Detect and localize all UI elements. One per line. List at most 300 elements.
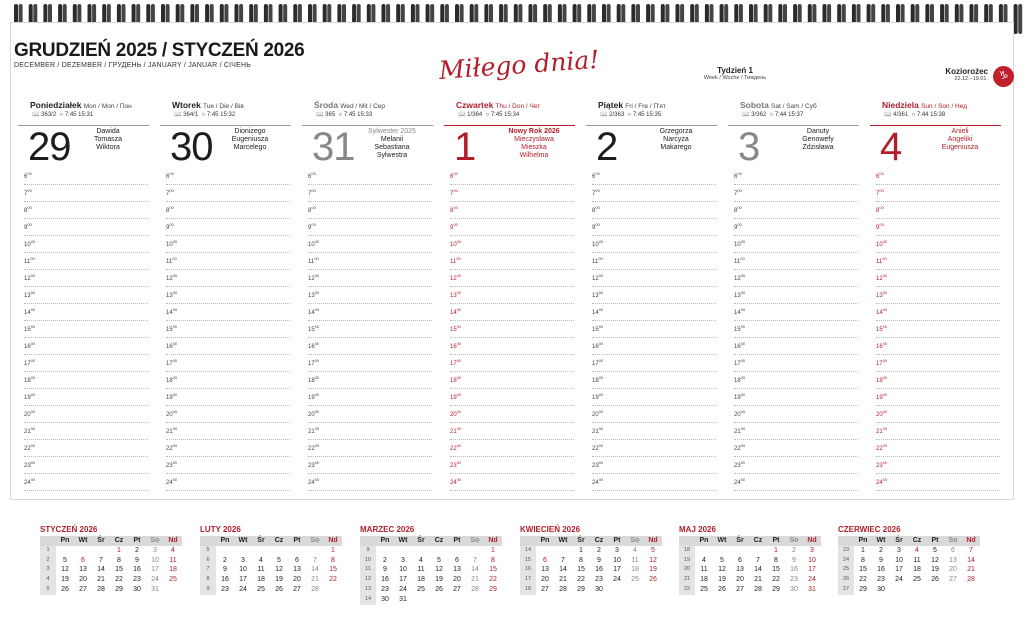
hour-line[interactable] [734, 440, 858, 457]
calendar-day[interactable]: 18 [631, 566, 639, 574]
hour-line[interactable] [166, 440, 290, 457]
hour-line[interactable] [876, 355, 1000, 372]
calendar-day[interactable]: 24 [399, 585, 407, 593]
calendar-day[interactable]: 1 [774, 546, 778, 554]
hour-line[interactable] [592, 270, 716, 287]
calendar-day[interactable]: 11 [700, 566, 708, 574]
calendar-day[interactable]: 17 [613, 566, 621, 574]
hour-line[interactable] [734, 202, 858, 219]
hour-line[interactable] [450, 338, 574, 355]
hour-line[interactable] [24, 185, 148, 202]
hour-line[interactable] [592, 253, 716, 270]
calendar-day[interactable]: 8 [774, 556, 778, 564]
calendar-day[interactable]: 6 [295, 556, 299, 564]
calendar-day[interactable]: 19 [649, 566, 657, 574]
calendar-day[interactable]: 19 [61, 576, 69, 584]
calendar-day[interactable]: 10 [808, 556, 816, 564]
calendar-day[interactable]: 6 [543, 556, 547, 564]
hour-line[interactable] [24, 287, 148, 304]
calendar-day[interactable]: 8 [579, 556, 583, 564]
calendar-day[interactable]: 1 [491, 546, 495, 554]
calendar-day[interactable]: 14 [559, 566, 567, 574]
hour-line[interactable] [24, 321, 148, 338]
calendar-day[interactable]: 7 [756, 556, 760, 564]
hour-line[interactable] [24, 253, 148, 270]
hour-line[interactable] [24, 406, 148, 423]
hour-line[interactable] [308, 236, 432, 253]
calendar-day[interactable]: 18 [169, 566, 177, 574]
calendar-day[interactable]: 6 [81, 556, 85, 564]
calendar-day[interactable]: 22 [772, 576, 780, 584]
calendar-day[interactable]: 25 [417, 585, 425, 593]
calendar-day[interactable]: 13 [293, 566, 301, 574]
hour-line[interactable] [734, 168, 858, 185]
hour-line[interactable] [450, 253, 574, 270]
calendar-day[interactable]: 12 [718, 566, 726, 574]
calendar-day[interactable]: 11 [417, 566, 425, 574]
hour-line[interactable] [592, 219, 716, 236]
calendar-day[interactable]: 22 [329, 576, 337, 584]
hour-line[interactable] [450, 202, 574, 219]
calendar-day[interactable]: 23 [595, 576, 603, 584]
hour-line[interactable] [166, 253, 290, 270]
hour-line[interactable] [734, 270, 858, 287]
calendar-day[interactable]: 27 [453, 585, 461, 593]
calendar-day[interactable]: 27 [949, 576, 957, 584]
hour-line[interactable] [876, 338, 1000, 355]
calendar-day[interactable]: 15 [772, 566, 780, 574]
calendar-day[interactable]: 21 [559, 576, 567, 584]
calendar-day[interactable]: 19 [931, 566, 939, 574]
hour-line[interactable] [450, 389, 574, 406]
calendar-day[interactable]: 29 [115, 585, 123, 593]
calendar-day[interactable]: 8 [861, 556, 865, 564]
calendar-day[interactable]: 24 [613, 576, 621, 584]
calendar-day[interactable]: 4 [171, 546, 175, 554]
calendar-day[interactable]: 31 [808, 585, 816, 593]
calendar-day[interactable]: 11 [913, 556, 921, 564]
hour-line[interactable] [876, 185, 1000, 202]
calendar-day[interactable]: 10 [151, 556, 159, 564]
calendar-day[interactable]: 7 [473, 556, 477, 564]
hour-line[interactable] [592, 168, 716, 185]
hour-line[interactable] [450, 219, 574, 236]
calendar-day[interactable]: 28 [967, 576, 975, 584]
calendar-day[interactable]: 7 [561, 556, 565, 564]
calendar-day[interactable]: 30 [790, 585, 798, 593]
calendar-day[interactable]: 12 [435, 566, 443, 574]
calendar-day[interactable]: 22 [489, 576, 497, 584]
hour-line[interactable] [166, 389, 290, 406]
hour-line[interactable] [24, 168, 148, 185]
hour-line[interactable] [308, 406, 432, 423]
calendar-day[interactable]: 9 [597, 556, 601, 564]
calendar-day[interactable]: 9 [792, 556, 796, 564]
calendar-day[interactable]: 17 [239, 576, 247, 584]
calendar-day[interactable]: 2 [879, 546, 883, 554]
calendar-day[interactable]: 17 [399, 576, 407, 584]
calendar-day[interactable]: 1 [117, 546, 121, 554]
hour-line[interactable] [592, 185, 716, 202]
calendar-day[interactable]: 5 [277, 556, 281, 564]
calendar-day[interactable]: 2 [597, 546, 601, 554]
calendar-day[interactable]: 5 [651, 546, 655, 554]
hour-line[interactable] [166, 168, 290, 185]
calendar-day[interactable]: 13 [79, 566, 87, 574]
hour-line[interactable] [592, 406, 716, 423]
hour-line[interactable] [734, 338, 858, 355]
calendar-day[interactable]: 6 [455, 556, 459, 564]
calendar-day[interactable]: 10 [613, 556, 621, 564]
hour-line[interactable] [592, 338, 716, 355]
hour-line[interactable] [308, 185, 432, 202]
calendar-day[interactable]: 18 [257, 576, 265, 584]
hour-line[interactable] [734, 372, 858, 389]
calendar-day[interactable]: 16 [595, 566, 603, 574]
calendar-day[interactable]: 26 [435, 585, 443, 593]
calendar-day[interactable]: 15 [115, 566, 123, 574]
calendar-day[interactable]: 30 [877, 585, 885, 593]
hour-line[interactable] [734, 287, 858, 304]
calendar-day[interactable]: 3 [615, 546, 619, 554]
hour-line[interactable] [734, 389, 858, 406]
hour-line[interactable] [592, 389, 716, 406]
hour-line[interactable] [308, 270, 432, 287]
calendar-day[interactable]: 3 [241, 556, 245, 564]
hour-line[interactable] [734, 474, 858, 491]
calendar-day[interactable]: 11 [169, 556, 177, 564]
hour-line[interactable] [876, 457, 1000, 474]
calendar-day[interactable]: 16 [381, 576, 389, 584]
calendar-day[interactable]: 2 [383, 556, 387, 564]
hour-line[interactable] [734, 423, 858, 440]
hour-line[interactable] [166, 304, 290, 321]
calendar-day[interactable]: 23 [133, 576, 141, 584]
hour-line[interactable] [592, 440, 716, 457]
hour-line[interactable] [166, 287, 290, 304]
calendar-day[interactable]: 16 [790, 566, 798, 574]
hour-line[interactable] [876, 270, 1000, 287]
calendar-day[interactable]: 27 [541, 585, 549, 593]
hour-line[interactable] [592, 423, 716, 440]
hour-line[interactable] [166, 474, 290, 491]
calendar-day[interactable]: 5 [720, 556, 724, 564]
hour-line[interactable] [450, 406, 574, 423]
hour-line[interactable] [450, 236, 574, 253]
calendar-day[interactable]: 17 [895, 566, 903, 574]
hour-line[interactable] [24, 474, 148, 491]
calendar-day[interactable]: 25 [169, 576, 177, 584]
calendar-day[interactable]: 26 [649, 576, 657, 584]
calendar-day[interactable]: 14 [471, 566, 479, 574]
hour-line[interactable] [308, 304, 432, 321]
hour-line[interactable] [592, 474, 716, 491]
calendar-day[interactable]: 28 [754, 585, 762, 593]
hour-line[interactable] [24, 355, 148, 372]
hour-line[interactable] [166, 338, 290, 355]
hour-line[interactable] [450, 321, 574, 338]
calendar-day[interactable]: 15 [859, 566, 867, 574]
hour-line[interactable] [308, 338, 432, 355]
hour-line[interactable] [876, 321, 1000, 338]
calendar-day[interactable]: 29 [577, 585, 585, 593]
calendar-day[interactable]: 12 [61, 566, 69, 574]
calendar-day[interactable]: 12 [931, 556, 939, 564]
hour-line[interactable] [24, 304, 148, 321]
calendar-day[interactable]: 28 [559, 585, 567, 593]
hour-line[interactable] [450, 304, 574, 321]
hour-line[interactable] [308, 389, 432, 406]
calendar-day[interactable]: 24 [808, 576, 816, 584]
hour-line[interactable] [450, 270, 574, 287]
calendar-day[interactable]: 30 [595, 585, 603, 593]
calendar-day[interactable]: 28 [97, 585, 105, 593]
calendar-day[interactable]: 4 [259, 556, 263, 564]
calendar-day[interactable]: 20 [949, 566, 957, 574]
hour-line[interactable] [308, 168, 432, 185]
hour-line[interactable] [876, 236, 1000, 253]
hour-line[interactable] [876, 372, 1000, 389]
calendar-day[interactable]: 15 [577, 566, 585, 574]
hour-line[interactable] [308, 423, 432, 440]
calendar-day[interactable]: 1 [331, 546, 335, 554]
calendar-day[interactable]: 10 [239, 566, 247, 574]
hour-line[interactable] [166, 202, 290, 219]
calendar-day[interactable]: 21 [471, 576, 479, 584]
calendar-day[interactable]: 10 [895, 556, 903, 564]
calendar-day[interactable]: 11 [257, 566, 265, 574]
calendar-day[interactable]: 26 [275, 585, 283, 593]
calendar-day[interactable]: 24 [895, 576, 903, 584]
hour-line[interactable] [734, 236, 858, 253]
hour-line[interactable] [166, 423, 290, 440]
calendar-day[interactable]: 28 [471, 585, 479, 593]
calendar-day[interactable]: 24 [151, 576, 159, 584]
calendar-day[interactable]: 16 [877, 566, 885, 574]
hour-line[interactable] [308, 321, 432, 338]
hour-line[interactable] [734, 457, 858, 474]
calendar-day[interactable]: 9 [135, 556, 139, 564]
calendar-day[interactable]: 29 [772, 585, 780, 593]
hour-line[interactable] [592, 321, 716, 338]
hour-line[interactable] [308, 287, 432, 304]
hour-line[interactable] [734, 185, 858, 202]
hour-line[interactable] [592, 202, 716, 219]
calendar-day[interactable]: 21 [754, 576, 762, 584]
hour-line[interactable] [592, 287, 716, 304]
calendar-day[interactable]: 27 [736, 585, 744, 593]
calendar-day[interactable]: 7 [969, 546, 973, 554]
calendar-day[interactable]: 23 [381, 585, 389, 593]
calendar-day[interactable]: 20 [79, 576, 87, 584]
calendar-day[interactable]: 4 [419, 556, 423, 564]
calendar-day[interactable]: 6 [951, 546, 955, 554]
hour-line[interactable] [450, 457, 574, 474]
calendar-day[interactable]: 1 [861, 546, 865, 554]
calendar-day[interactable]: 14 [97, 566, 105, 574]
calendar-day[interactable]: 3 [810, 546, 814, 554]
hour-line[interactable] [166, 219, 290, 236]
hour-line[interactable] [24, 236, 148, 253]
calendar-day[interactable]: 20 [293, 576, 301, 584]
hour-line[interactable] [876, 304, 1000, 321]
calendar-day[interactable]: 14 [754, 566, 762, 574]
hour-line[interactable] [876, 474, 1000, 491]
hour-line[interactable] [592, 372, 716, 389]
calendar-day[interactable]: 19 [275, 576, 283, 584]
calendar-day[interactable]: 1 [579, 546, 583, 554]
hour-line[interactable] [166, 236, 290, 253]
calendar-day[interactable]: 17 [151, 566, 159, 574]
hour-line[interactable] [592, 236, 716, 253]
calendar-day[interactable]: 23 [877, 576, 885, 584]
hour-line[interactable] [450, 355, 574, 372]
hour-line[interactable] [450, 474, 574, 491]
hour-line[interactable] [308, 253, 432, 270]
hour-line[interactable] [876, 219, 1000, 236]
hour-line[interactable] [166, 372, 290, 389]
calendar-day[interactable]: 15 [489, 566, 497, 574]
hour-line[interactable] [876, 253, 1000, 270]
calendar-day[interactable]: 2 [792, 546, 796, 554]
hour-line[interactable] [450, 185, 574, 202]
hour-line[interactable] [876, 168, 1000, 185]
calendar-day[interactable]: 31 [151, 585, 159, 593]
hour-line[interactable] [24, 219, 148, 236]
hour-line[interactable] [592, 457, 716, 474]
hour-line[interactable] [166, 355, 290, 372]
calendar-day[interactable]: 26 [61, 585, 69, 593]
calendar-day[interactable]: 27 [293, 585, 301, 593]
calendar-day[interactable]: 28 [311, 585, 319, 593]
calendar-day[interactable]: 19 [718, 576, 726, 584]
calendar-day[interactable]: 27 [79, 585, 87, 593]
hour-line[interactable] [308, 372, 432, 389]
calendar-day[interactable]: 4 [633, 546, 637, 554]
hour-line[interactable] [876, 287, 1000, 304]
calendar-day[interactable]: 9 [383, 566, 387, 574]
calendar-day[interactable]: 9 [879, 556, 883, 564]
calendar-day[interactable]: 8 [331, 556, 335, 564]
hour-line[interactable] [166, 457, 290, 474]
calendar-day[interactable]: 5 [437, 556, 441, 564]
calendar-day[interactable]: 10 [399, 566, 407, 574]
calendar-day[interactable]: 2 [135, 546, 139, 554]
hour-line[interactable] [166, 406, 290, 423]
calendar-day[interactable]: 3 [153, 546, 157, 554]
calendar-day[interactable]: 16 [221, 576, 229, 584]
hour-line[interactable] [308, 457, 432, 474]
hour-line[interactable] [308, 202, 432, 219]
calendar-day[interactable]: 14 [967, 556, 975, 564]
hour-line[interactable] [876, 389, 1000, 406]
calendar-day[interactable]: 25 [631, 576, 639, 584]
calendar-day[interactable]: 12 [649, 556, 657, 564]
calendar-day[interactable]: 21 [311, 576, 319, 584]
hour-line[interactable] [24, 457, 148, 474]
calendar-day[interactable]: 23 [221, 585, 229, 593]
hour-line[interactable] [24, 202, 148, 219]
calendar-day[interactable]: 25 [913, 576, 921, 584]
hour-line[interactable] [308, 440, 432, 457]
calendar-day[interactable]: 19 [435, 576, 443, 584]
calendar-day[interactable]: 20 [453, 576, 461, 584]
hour-line[interactable] [734, 321, 858, 338]
hour-line[interactable] [24, 389, 148, 406]
hour-line[interactable] [592, 355, 716, 372]
calendar-day[interactable]: 12 [275, 566, 283, 574]
hour-line[interactable] [450, 168, 574, 185]
calendar-day[interactable]: 30 [381, 595, 389, 603]
hour-line[interactable] [450, 287, 574, 304]
hour-line[interactable] [24, 338, 148, 355]
calendar-day[interactable]: 8 [117, 556, 121, 564]
calendar-day[interactable]: 22 [577, 576, 585, 584]
hour-line[interactable] [734, 406, 858, 423]
calendar-day[interactable]: 9 [223, 566, 227, 574]
hour-line[interactable] [24, 372, 148, 389]
calendar-day[interactable]: 30 [133, 585, 141, 593]
calendar-day[interactable]: 20 [541, 576, 549, 584]
calendar-day[interactable]: 7 [313, 556, 317, 564]
calendar-day[interactable]: 21 [97, 576, 105, 584]
calendar-day[interactable]: 13 [736, 566, 744, 574]
hour-line[interactable] [734, 304, 858, 321]
calendar-day[interactable]: 4 [702, 556, 706, 564]
calendar-day[interactable]: 26 [931, 576, 939, 584]
calendar-day[interactable]: 15 [329, 566, 337, 574]
hour-line[interactable] [308, 219, 432, 236]
calendar-day[interactable]: 24 [239, 585, 247, 593]
calendar-day[interactable]: 18 [700, 576, 708, 584]
hour-line[interactable] [308, 355, 432, 372]
hour-line[interactable] [166, 185, 290, 202]
calendar-day[interactable]: 18 [913, 566, 921, 574]
hour-line[interactable] [876, 440, 1000, 457]
hour-line[interactable] [166, 321, 290, 338]
calendar-day[interactable]: 6 [738, 556, 742, 564]
calendar-day[interactable]: 20 [736, 576, 744, 584]
hour-line[interactable] [734, 219, 858, 236]
hour-line[interactable] [734, 355, 858, 372]
calendar-day[interactable]: 29 [859, 585, 867, 593]
calendar-day[interactable]: 23 [790, 576, 798, 584]
calendar-day[interactable]: 22 [859, 576, 867, 584]
calendar-day[interactable]: 13 [541, 566, 549, 574]
calendar-day[interactable]: 25 [257, 585, 265, 593]
calendar-day[interactable]: 5 [933, 546, 937, 554]
hour-line[interactable] [24, 270, 148, 287]
calendar-day[interactable]: 3 [401, 556, 405, 564]
hour-line[interactable] [450, 372, 574, 389]
calendar-day[interactable]: 31 [399, 595, 407, 603]
hour-line[interactable] [592, 304, 716, 321]
calendar-day[interactable]: 17 [808, 566, 816, 574]
hour-line[interactable] [876, 423, 1000, 440]
calendar-day[interactable]: 7 [99, 556, 103, 564]
calendar-day[interactable]: 16 [133, 566, 141, 574]
calendar-day[interactable]: 13 [453, 566, 461, 574]
calendar-day[interactable]: 4 [915, 546, 919, 554]
calendar-day[interactable]: 14 [311, 566, 319, 574]
calendar-day[interactable]: 29 [489, 585, 497, 593]
hour-line[interactable] [24, 440, 148, 457]
calendar-day[interactable]: 3 [897, 546, 901, 554]
hour-line[interactable] [24, 423, 148, 440]
hour-line[interactable] [876, 406, 1000, 423]
calendar-day[interactable]: 21 [967, 566, 975, 574]
calendar-day[interactable]: 8 [491, 556, 495, 564]
